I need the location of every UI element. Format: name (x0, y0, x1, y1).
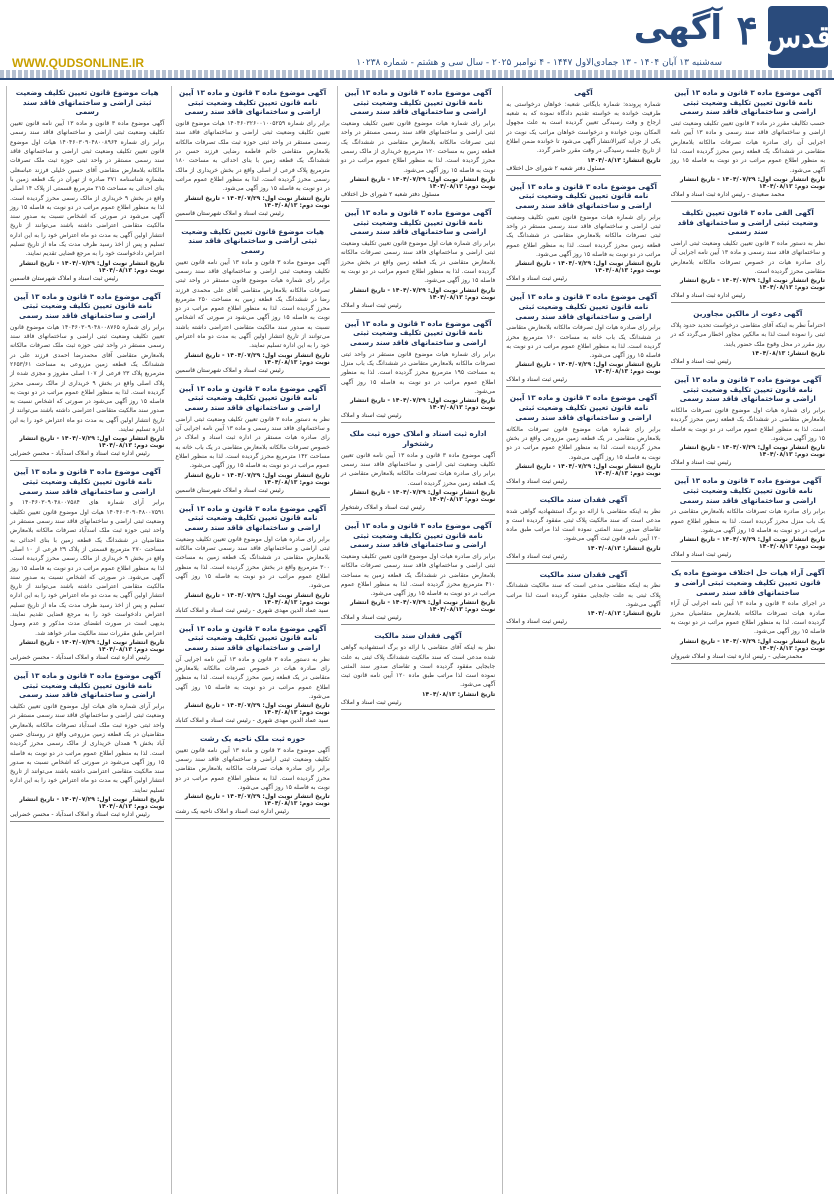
notice-divider (506, 488, 660, 489)
notice-signature: رئیس ثبت اسناد و املاک (506, 275, 567, 283)
notice-dates: تاریخ انتشار نوبت اول: ۱۴۰۴/۰۷/۲۹ - تاریخ انتشار نوبت دوم: ۱۴۰۴/۰۸/۱۳ (19, 435, 165, 450)
notice-title: آگهی موضوع ماده ۳ قانون و ماده ۱۳ آیین نامه قانون تعیین تکلیف وضعیت ثبتی اراضی و ساختمانهای فاقد سند رسمی (13, 291, 161, 321)
notice-dates: تاریخ انتشار: ۱۴۰۴/۰۸/۱۳ (751, 349, 826, 357)
notice-signature: رئیس ثبت اسناد و املاک (340, 412, 402, 420)
notice-title: آگهی (574, 88, 593, 97)
notice-dates: تاریخ انتشار نوبت اول: ۱۴۰۴/۰۷/۲۹ - تاریخ انتشار نوبت دوم: ۱۴۰۴/۰۸/۱۳ (350, 397, 496, 412)
notice-title: هیات موضوع قانون تعیین تکلیف وضعیت ثبتی اراضی و ساختمانهای فاقد سند رسمی (15, 88, 159, 117)
notice-dates: تاریخ انتشار نوبت اول: ۱۴۰۴/۰۷/۲۹ - تاریخ انتشار نوبت دوم: ۱۴۰۴/۰۸/۱۳ (19, 796, 165, 811)
notice-title: آگهی موضوع ماده ۳ قانون و ماده ۱۳ آیین نامه قانون تعیین تکلیف وضعیت ثبتی اراضی و ساختمانهای فاقد سند رسمی (179, 623, 327, 652)
notice-signature: محمد صعیدی - رئیس اداره ثبت اسناد و املاک (670, 190, 785, 198)
notice-divider (175, 727, 329, 728)
notice (341, 521, 495, 626)
notice-signature: رئیس ثبت اسناد و املاک (340, 614, 402, 622)
notice-signature: رئیس ثبت اسناد و املاک شهرستان قاسمین (10, 274, 119, 282)
notice-dates: تاریخ انتشار نوبت اول: ۱۴۰۴/۰۷/۲۹ - تاریخ انتشار نوبت دوم: ۱۴۰۴/۰۸/۱۳ (184, 471, 330, 486)
notice-body: برابر رای صادره هیات اول موضوع قانون تعیین تکلیف وضعیت ثبتی اراضی و ساختمانهای فاقد سند رسمی تصرفات مالکانه بلامعارض متقاضی در ششدانگ یک قطعه زمین به مساحت ۴۱۰ مترمربع محرز گردیده است. لذا به منظور اطلاع عموم مراتب در دو نوبت به فاصله ۱۵ روز آگهی می‌شود. (340, 553, 496, 598)
notice (175, 88, 329, 221)
notice-divider (341, 312, 495, 313)
notice-divider (175, 497, 329, 498)
notice-signature: رئیس ثبت اسناد و املاک شهرستان قاسمین (175, 366, 284, 374)
notice-body: برابر رای صادره هیات تصرفات مالکانه بلامعارض متقاضی در یک باب منزل محرز گردیده است. لذا به منظور اطلاع عموم مراتب در دو نوبت به فاصله ۱۵ روز آگهی می‌شود. (670, 508, 826, 534)
notice-divider (671, 469, 825, 470)
notice-body: برابر رای شماره هیات موضوع قانون مستقر در واحد ثبتی تصرفات مالکانه بلامعارض متقاضی در ششدانگ یک باب منزل به مساحت ۱۹۵ مترمربع محرز گردیده است. لذا به منظور اطلاع عموم مراتب در دو نوبت به فاصله ۱۵ روز آگهی می‌شود. (340, 350, 496, 395)
notice-body: در اجرای ماده ۳ قانون و ماده ۱۳ آیین نامه اجرایی آن آراء صادره هیات تصرفات مالکانه بلامعارض متقاضیان محرز گردیده است. لذا به منظور اطلاع عموم مراتب در دو نوبت به فاصله ۱۵ روز آگهی می‌شود. (670, 600, 826, 636)
notice (671, 208, 825, 303)
notice-title: آگهی موضوع ماده ۳ قانون و ماده ۱۳ آیین نامه قانون تعیین تکلیف وضعیت ثبتی اراضی و ساختمانهای فاقد سند رسمی (344, 318, 492, 348)
notice-divider (671, 561, 825, 562)
notice-title: آگهی موضوع ماده ۳ قانون و ماده ۱۳ آیین نامه قانون تعیین تکلیف وضعیت ثبتی اراضی و ساختمانهای فاقد سند رسمی (179, 383, 327, 413)
notice (10, 467, 164, 665)
notice-signature: محمدرضایی - رئیس اداره ثبت اسناد و املاک شیروان (670, 652, 803, 660)
notice-title: آگهی موضوع ماده ۳ قانون و ماده ۱۳ آیین نامه قانون تعیین تکلیف وضعیت ثبتی اراضی و ساختمانهای فاقد سند رسمی (509, 292, 657, 321)
notice-signature: رئیس اداره ثبت اسناد و املاک اسدآباد - محسن خضرایی (10, 653, 150, 661)
column-3 (337, 86, 498, 1194)
notice-dates: تاریخ انتشار نوبت اول: ۱۴۰۴/۰۷/۲۹ - تاریخ انتشار نوبت دوم: ۱۴۰۴/۰۸/۱۳ (184, 702, 330, 717)
notice (175, 504, 329, 618)
page-header (0, 0, 834, 80)
notice-divider (506, 628, 660, 629)
notice-signature: رئیس اداره ثبت اسناد و املاک اسدآباد - محسن خضرایی (10, 450, 150, 458)
notice-divider (506, 386, 660, 387)
column-5 (668, 86, 828, 1194)
notice-body: احتراماً نظر به اینکه آقای متقاضی درخواست تحدید حدود پلاک ثبتی را نموده است لذا به مالکین مجاور اخطار می‌گردد که در روز مقرر در محل وقوع ملک حضور یابند. (670, 322, 826, 348)
notice-signature: رئیس ثبت اسناد و املاک (670, 357, 732, 365)
notice-signature: رئیس ثبت اسناد و املاک شهرستان قاسمین (175, 486, 284, 494)
notice-title: آگهی دعوت از مالکین مجاورین (693, 309, 803, 319)
date-line: سه‌شنبه ۱۳ آبان ۱۴۰۴ - ۱۳ جمادی‌الاول ۱۴۴۷ - ۴ نوامبر ۲۰۲۵ - سال سی و هشتم - شماره ۱۰۲۳۸ (356, 58, 722, 68)
notice (10, 671, 164, 822)
notice-title: آگهی موضوع ماده ۳ قانون و ماده ۱۳ آیین نامه قانون تعیین تکلیف وضعیت ثبتی اراضی و ساختمانهای فاقد سند رسمی (674, 374, 822, 404)
notice-body: نظر به اینکه متقاضی مدعی است که سند مالکیت ششدانگ پلاک ثبتی به علت جابجایی مفقود گردیده است لذا مراتب آگهی می‌شود. (506, 582, 661, 609)
notice-body: نظر به دستور ماده ۳ قانون تعیین تکلیف وضعیت ثبتی اراضی و ساختمانهای فاقد سند رسمی و ماده ۱۳ آیین نامه اجرایی آن رای صادره هیات مستقر در اداره ثبت اسناد و املاک در خصوص تصرفات مالکانه بلامعارض متقاضی در یک باب خانه به مساحت ۱۴۲ مترمربع محرز گردیده است. لذا به منظور اطلاع عموم مراتب در دو نوبت به فاصله ۱۵ روز آگهی می‌شود. (175, 415, 330, 470)
notice-dates: تاریخ انتشار: ۱۴۰۴/۰۸/۱۳ (587, 544, 661, 552)
notice-dates: تاریخ انتشار نوبت اول: ۱۴۰۴/۰۷/۲۹ - تاریخ انتشار نوبت دوم: ۱۴۰۴/۰۸/۱۳ (184, 194, 330, 209)
notice-title: اداره ثبت اسناد و املاک حوزه ثبت ملک رشتخوار (349, 429, 487, 448)
page-number: ۴ (736, 9, 758, 53)
notice-title: آگهی موضوع ماده ۳ قانون و ماده ۱۳ آیین نامه قانون تعیین تکلیف وضعیت ثبتی اراضی و ساختمانهای فاقد سند رسمی (344, 207, 492, 237)
notice (175, 384, 329, 498)
notice-signature: سید عماد الدین مهدی شهری - رئیس ثبت اسناد و املاک کناباد (175, 606, 329, 614)
notice-title: آگهی موضوع ماده ۳ قانون و ماده ۱۳ آیین نامه قانون تعیین تکلیف وضعیت ثبتی اراضی و ساختمانهای فاقد سند رسمی (13, 467, 161, 496)
notice (341, 208, 495, 313)
notice-divider (10, 821, 164, 822)
notice (506, 393, 660, 488)
notice-divider (341, 422, 495, 423)
notice-divider (175, 377, 329, 378)
notice-body: برابر رای صادره هیات اول تصرفات مالکانه بلامعارض متقاضی در ششدانگ یک باب خانه به مساحت ۱۶۰ مترمربع محرز گردیده است. لذا به منظور اطلاع عموم مراتب در دو نوبت به فاصله ۱۵ روز آگهی می‌شود. (506, 324, 661, 360)
notice-divider (10, 460, 164, 461)
notice-body: برابر رای شماره هیات اول موضوع قانون تعیین تکلیف وضعیت ثبتی اراضی و ساختمانهای فاقد سند رسمی تصرفات مالکانه بلامعارض متقاضی در یک قطعه زمین واقع در بخش محرز گردیده است. لذا به منظور اطلاع عموم مراتب در دو نوبت به فاصله ۱۵ روز آگهی می‌شود. (340, 240, 496, 285)
notice-divider (341, 709, 495, 710)
notice (341, 631, 495, 709)
notice-divider (175, 617, 329, 618)
notice-body: برابر رای شماره هیات اول موضوع قانون تصرفات مالکانه بلامعارض متقاضی در ششدانگ یک قطعه زمین محرز گردیده است. لذا به منظور اطلاع عموم مراتب در دو نوبت به فاصله ۱۵ روز آگهی می‌شود. (670, 407, 826, 442)
notice-dates: تاریخ انتشار: ۱۴۰۴/۰۸/۱۳ (421, 690, 496, 698)
notice-dates: تاریخ انتشار نوبت اول: ۱۴۰۴/۰۷/۲۹ - تاریخ انتشار نوبت دوم: ۱۴۰۴/۰۸/۱۳ (679, 536, 826, 551)
notice-title: آگهی موضوع ماده ۳ قانون و ماده ۱۳ آیین نامه قانون تعیین تکلیف وضعیت ثبتی اراضی و ساختمانهای فاقد سند رسمی (674, 88, 822, 117)
notice-body: شماره پرونده: شماره بایگانی شعبه: خواهان درخواستی به طرفیت خوانده به خواسته تقدیم دادگاه نموده که به شعبه ارجاع و وقت رسیدگی تعیین گردیده است به علت مجهول المکان بودن خوانده و درخواست خواهان مراتب یک نوبت در یکی از جراید کثیرالانتشار آگهی می‌شود تا خوانده ضمن اطلاع از تاریخ جلسه رسیدگی در وقت مقرر حاضر گردد. (506, 100, 661, 155)
notice-title: حوزه ثبت ملک ناحیه یک رشت (199, 734, 306, 744)
notice-dates: تاریخ انتشار نوبت اول: ۱۴۰۴/۰۷/۲۹ - تاریخ انتشار نوبت دوم: ۱۴۰۴/۰۸/۱۳ (350, 599, 496, 614)
notice-body: برابر رای شماره هیات موضوع قانون تعیین تکلیف وضعیت ثبتی اراضی و ساختمانهای فاقد سند رسمی مستقر در واحد ثبتی تصرفات مالکانه بلامعارض متقاضی در ششدانگ یک قطعه زمین محرز گردیده است. لذا به منظور اطلاع عموم مراتب در دو نوبت به فاصله ۱۵ روز آگهی می‌شود. (506, 213, 661, 258)
notice-body: برابر آرای شماره های هیات اول موضوع قانون تعیین تکلیف وضعیت ثبتی اراضی و ساختمانهای فاقد سند رسمی مستقر در واحد ثبتی حوزه ثبت ملک اسدآباد تصرفات مالکانه بلامعارض متقاضیان در یک قطعه زمین مزروعی واقع در روستای حسن آباد بخش ۹ همدان خریداری از مالک رسمی محرز گردیده است. لذا به منظور اطلاع عموم مراتب در دو نوبت به فاصله ۱۵ روز آگهی می‌شود در صورتی که اشخاص نسبت به صدور سند مالکیت متقاضی اعتراضی داشته باشند می‌توانند از تاریخ انتشار اولین آگهی به مدت دو ماه اعتراض خود را به این اداره تسلیم نمایند. (10, 703, 165, 794)
notice-dates: تاریخ انتشار نوبت اول: ۱۴۰۴/۰۷/۲۹ - تاریخ انتشار نوبت دوم: ۱۴۰۴/۰۸/۱۳ (515, 462, 661, 477)
column-1 (6, 86, 167, 1194)
website-link[interactable]: WWW.QUDSONLINE.IR (12, 56, 144, 70)
notice-signature: رئیس اداره ثبت اسناد و املاک ناحیه یک رشت (175, 808, 289, 816)
notice-dates: تاریخ انتشار نوبت اول: ۱۴۰۴/۰۷/۲۹ - تاریخ انتشار نوبت دوم: ۱۴۰۴/۰۸/۱۳ (19, 638, 165, 653)
notice-title: آگهی موضوع ماده ۳ قانون و ماده ۱۳ آیین نامه قانون تعیین تکلیف وضعیت ثبتی اراضی و ساختمانهای فاقد سند رسمی (344, 88, 492, 117)
column-4 (502, 86, 663, 1194)
notice-body: نظر به اینکه متقاضی با ارائه دو برگ استشهادیه گواهی شده مدعی است که سند مالکیت پلاک ثبتی مفقود گردیده است و تقاضای صدور سند المثنی نموده است لذا مراتب طبق ماده ۱۲۰ آیین نامه قانون ثبت آگهی می‌شود. (506, 507, 661, 543)
notice-dates: تاریخ انتشار نوبت اول: ۱۴۰۴/۰۷/۲۹ - تاریخ انتشار نوبت دوم: ۱۴۰۴/۰۸/۱۳ (184, 591, 330, 606)
notice-divider (341, 624, 495, 625)
notice-title: آگهی موضوع ماده ۳ قانون و ماده ۱۳ آیین نامه قانون تعیین تکلیف وضعیت ثبتی اراضی و ساختمانهای فاقد سند رسمی (13, 670, 161, 700)
notice-dates: تاریخ انتشار نوبت اول: ۱۴۰۴/۰۷/۲۹ - تاریخ انتشار نوبت دوم: ۱۴۰۴/۰۸/۱۳ (350, 175, 496, 190)
notice-divider (506, 285, 660, 286)
notice-signature: رئیس ثبت اسناد و املاک (340, 698, 402, 706)
notice-signature: رئیس ثبت اسناد و املاک رشتخوار (340, 503, 425, 511)
notice-dates: تاریخ انتشار نوبت اول: ۱۴۰۴/۰۷/۲۹ - تاریخ انتشار نوبت دوم: ۱۴۰۴/۰۸/۱۳ (679, 175, 826, 190)
notice-dates: تاریخ انتشار نوبت اول: ۱۴۰۴/۰۷/۲۹ - تاریخ انتشار نوبت دوم: ۱۴۰۴/۰۸/۱۳ (515, 260, 661, 275)
notice (341, 429, 495, 515)
notice-dates: تاریخ انتشار نوبت اول: ۱۴۰۴/۰۷/۲۹ - تاریخ انتشار نوبت دوم: ۱۴۰۴/۰۸/۱۳ (679, 637, 826, 652)
notice (671, 476, 825, 562)
notice-dates: تاریخ انتشار: ۱۴۰۴/۰۸/۱۳ (587, 610, 661, 618)
notice-body: نظر به دستور ماده ۳ قانون و ماده ۱۳ آیین نامه اجرایی آن رای صادره هیات در خصوص تصرفات مالکانه بلامعارض متقاضی در یک قطعه زمین محرز گردیده است. لذا به منظور اطلاع عموم مراتب در دو نوبت به فاصله ۱۵ روز آگهی می‌شود. (175, 655, 330, 700)
notice-dates: تاریخ انتشار نوبت اول: ۱۴۰۴/۰۷/۲۹ - تاریخ انتشار نوبت دوم: ۱۴۰۴/۰۸/۱۳ (679, 277, 826, 292)
notice-title: آگهی فقدان سند مالکیت (539, 494, 628, 504)
notice-dates: تاریخ انتشار نوبت اول: ۱۴۰۴/۰۷/۲۹ - تاریخ انتشار نوبت دوم: ۱۴۰۴/۰۸/۱۳ (350, 286, 496, 301)
notice-title: آگهی موضوع ماده ۳ قانون و ماده ۱۳ آیین نامه قانون تعیین تکلیف وضعیت ثبتی اراضی و ساختمانهای فاقد سند رسمی (509, 393, 657, 422)
notice-signature: رئیس اداره ثبت اسناد و املاک (670, 292, 746, 300)
section-title: آگهی (633, 8, 722, 48)
notice-dates: تاریخ انتشار نوبت اول: ۱۴۰۴/۰۷/۲۹ - تاریخ انتشار نوبت دوم: ۱۴۰۴/۰۸/۱۳ (515, 361, 661, 376)
notice-title: آگهی موضوع ماده ۳ قانون و ماده ۱۳ آیین نامه قانون تعیین تکلیف وضعیت ثبتی اراضی و ساختمانهای فاقد سند رسمی (674, 476, 822, 505)
notice-title: آگهی الفی ماده ۳ قانون تعیین تکلیف وضعیت ثبتی اراضی و ساختمانهای فاقد سند رسمی (677, 207, 819, 237)
notice-signature: مسئول دفتر شعبه ۲ شورای حل اختلاف (506, 164, 605, 172)
notice (671, 88, 825, 202)
notice (506, 495, 660, 564)
notice (10, 292, 164, 462)
notice (175, 227, 329, 378)
notice-title: آگهی فقدان سند مالکیت (539, 569, 628, 579)
notice-dates: تاریخ انتشار نوبت اول: ۱۴۰۴/۰۷/۲۹ - تاریخ انتشار نوبت دوم: ۱۴۰۴/۰۸/۱۳ (350, 488, 496, 503)
notice-body: برابر رای شماره ۱۴۰۴۶۰۳۲۶۰۰۱۰۰۵۲۵۹ هیات موضوع قانون تعیین تکلیف وضعیت ثبتی اراضی و ساختمانهای فاقد سند رسمی مستقر در واحد ثبتی حوزه ثبت ملک تصرفات مالکانه بلامعارض متقاضی خانم فاطمه رضایی فرزند حسن در ششدانگ یک قطعه زمین با بنای احداثی به مساحت ۱۸۰ مترمربع پلاک فرعی از اصلی واقع در بخش خریداری از مالک رسمی محرز گردیده است. لذا به منظور اطلاع عموم مراتب در دو نوبت به فاصله ۱۵ روز آگهی می‌شود. (175, 120, 330, 193)
notice-body: نظر به دستور ماده ۳ قانون تعیین تکلیف وضعیت ثبتی اراضی و ساختمانهای فاقد سند رسمی و ماده ۱۳ آیین نامه اجرایی آن رای صادره هیات در خصوص تصرفات مالکانه بلامعارض متقاضی محرز گردیده است. (670, 240, 826, 275)
notice-divider (341, 201, 495, 202)
column-2 (171, 86, 332, 1194)
notice-body: آگهی موضوع ماده ۳ قانون و ماده ۱۳ آیین نامه قانون تعیین تکلیف وضعیت ثبتی اراضی و ساختمانهای فاقد سند رسمی برابر رای شماره ۱۴۰۴۶۰۳۰۹۰۴۸۰۰۸۹۶۴ هیات اول موضوع قانون تعیین تکلیف وضعیت ثبتی اراضی و ساختمانهای فاقد سند رسمی مستقر در واحد ثبتی حوزه ثبت ملک تصرفات مالکانه بلامعارض متقاضی آقای حسین خلیلی فرزند عباسعلی بشماره شناسنامه ۳۷۱ صادره از تهران در یک قطعه زمین با بنای احداثی به مساحت ۲۱۵ مترمربع قسمتی از پلاک ۱۴ اصلی واقع در بخش ۹ خریداری از مالک رسمی محرز گردیده است. لذا به منظور اطلاع عموم مراتب در دو نوبت به فاصله ۱۵ روز آگهی می‌شود در صورتی که اشخاص نسبت به صدور سند مالکیت متقاضی اعتراضی داشته باشند می‌توانند از تاریخ انتشار اولین آگهی به مدت دو ماه اعتراض خود را به این اداره تسلیم و پس از اخذ رسید ظرف مدت یک ماه از تاریخ تسلیم اعتراض دادخواست خود را به مرجع قضایی تقدیم نمایند. (10, 120, 165, 258)
notice (506, 182, 660, 287)
notice-body: برابر رای صادره هیات اول موضوع قانون تعیین تکلیف وضعیت ثبتی اراضی و ساختمانهای فاقد سند رسمی تصرفات مالکانه بلامعارض متقاضی در ششدانگ یک قطعه زمین به مساحت ۳۰۰ مترمربع واقع در بخش محرز گردیده است. لذا به منظور اطلاع عموم مراتب در دو نوبت به فاصله ۱۵ روز آگهی می‌شود. (175, 535, 330, 590)
notice-divider (506, 175, 660, 176)
notice-divider (10, 285, 164, 286)
notice-title: آگهی آراء هیات حل اختلاف موضوع ماده یک قانون تعیین تکلیف وضعیت ثبتی اراضی و ساختمانهای فاقد سند رسمی (671, 568, 825, 597)
notice (341, 88, 495, 202)
notice-signature: رئیس ثبت اسناد و املاک (506, 477, 567, 485)
header-stripe (0, 70, 834, 78)
notice-title: آگهی موضوع ماده ۳ قانون و ماده ۱۳ آیین نامه قانون تعیین تکلیف وضعیت ثبتی اراضی و ساختمانهای فاقد سند رسمی (344, 520, 492, 550)
notice-title: آگهی موضوع ماده ۳ قانون و ماده ۱۳ آیین نامه قانون تعیین تکلیف وضعیت ثبتی اراضی و ساختمانهای فاقد سند رسمی (509, 181, 657, 210)
notice-divider (175, 220, 329, 221)
notice-body: آگهی موضوع ماده ۳ قانون و ماده ۱۳ آیین نامه قانون تعیین تکلیف وضعیت ثبتی اراضی و ساختمانهای فاقد سند رسمی برابر رای صادره هیات تصرفات مالکانه بلامعارض متقاضی در یک قطعه زمین محرز گردیده است. (340, 451, 496, 487)
notice (175, 624, 329, 729)
notice (506, 292, 660, 387)
notice-body: حسب تکالیف مقرر در ماده ۳ قانون تعیین تکلیف وضعیت ثبتی اراضی و ساختمانهای فاقد سند رسمی و ماده ۱۳ آیین نامه اجرایی آن رای صادره هیات تصرفات مالکانه بلامعارض متقاضی در ششدانگ یک قطعه زمین محرز گردیده است. لذا به منظور اطلاع عموم مراتب در دو نوبت به فاصله ۱۵ روز آگهی می‌شود. (670, 120, 826, 174)
notice (671, 568, 825, 663)
notice-body: نظر به اینکه آقای متقاضی با ارائه دو برگ استشهادیه گواهی شده مدعی است که سند مالکیت ششدانگ پلاک ثبتی به علت جابجایی مفقود گردیده است و تقاضای صدور سند المثنی نموده است لذا مراتب طبق ماده ۱۲۰ آیین نامه قانون ثبت آگهی می‌شود. (340, 644, 496, 689)
notice-body: آگهی موضوع ماده ۳ قانون و ماده ۱۳ آیین نامه قانون تعیین تکلیف وضعیت ثبتی اراضی و ساختمانهای فاقد سند رسمی برابر رای شماره هیات موضوع قانون مستقر در واحد ثبتی تصرفات مالکانه بلامعارض متقاضی آقای علی محمدی فرزند رضا در ششدانگ یک قطعه زمین به مساحت ۲۵۰ مترمربع محرز گردیده است. لذا به منظور اطلاع عموم مراتب در دو نوبت به فاصله ۱۵ روز آگهی می‌شود در صورتی که اشخاص نسبت به صدور سند مالکیت متقاضی اعتراضی داشته باشند می‌توانند از تاریخ انتشار اولین آگهی به مدت دو ماه اعتراض خود را به این اداره تسلیم نمایند. (175, 258, 330, 350)
notice-body: برابر آرای شماره های ۱۴۰۴۶۰۳۰۹۰۴۸۰۰۷۵۸۴ و ۱۴۰۴۶۰۳۰۹۰۴۸۰۰۷۵۹۱ هیات اول موضوع قانون تعیین تکلیف وضعیت ثبتی اراضی و ساختمانهای فاقد سند رسمی مستقر در واحد ثبتی حوزه ثبت ملک اسدآباد تصرفات مالکانه بلامعارض متقاضیان در ششدانگ یک قطعه زمین با بنای احداثی به مساحت ۲۷۰ مترمربع قسمتی از پلاک ۲۹ فرعی از ۱۰ اصلی واقع در بخش ۹ خریداری از مالک رسمی محرز گردیده است. لذا به منظور اطلاع عموم مراتب در دو نوبت به فاصله ۱۵ روز آگهی می‌شود. در صورتی که اشخاص نسبت به صدور سند مالکیت متقاضی اعتراضی داشته باشند می‌توانند از تاریخ انتشار اولین آگهی به مدت دو ماه اعتراض خود را به این اداره تسلیم و پس از اخذ رسید ظرف مدت یک ماه از تاریخ تسلیم اعتراض دادخواست خود را به مرجع قضایی تقدیم نمایند. بدیهی است در صورت انقضای مدت مذکور و عدم وصول اعتراض طبق مقررات سند مالکیت صادر خواهد شد. (10, 499, 165, 637)
notice-columns (6, 86, 828, 1194)
notice-signature: رئیس ثبت اسناد و املاک (670, 551, 732, 559)
notice-divider (175, 818, 329, 819)
notice (175, 734, 329, 819)
notice (10, 88, 164, 286)
notice (506, 570, 660, 630)
newspaper-logo: قدس (768, 6, 828, 68)
notice-dates: تاریخ انتشار: ۱۴۰۴/۰۸/۱۳ (587, 156, 661, 164)
notice-signature: رئیس ثبت اسناد و املاک (506, 618, 567, 626)
notice-signature: رئیس ثبت اسناد و املاک (506, 376, 567, 384)
notice-signature: سید عماد الدین مهدی شهری - رئیس ثبت اسناد و املاک کناباد (175, 717, 329, 725)
notice-dates: تاریخ انتشار نوبت اول: ۱۴۰۴/۰۷/۲۹ - تاریخ انتشار نوبت دوم: ۱۴۰۴/۰۸/۱۳ (184, 793, 330, 808)
notice-divider (671, 663, 825, 664)
notice-body: برابر رای شماره هیات موضوع قانون تصرفات مالکانه بلامعارض متقاضی در یک قطعه زمین مزروعی واقع در بخش محرز گردیده است. لذا به منظور اطلاع عموم مراتب در دو نوبت به فاصله ۱۵ روز آگهی می‌شود. (506, 425, 661, 461)
notice-dates: تاریخ انتشار نوبت اول: ۱۴۰۴/۰۷/۲۹ - تاریخ انتشار نوبت دوم: ۱۴۰۴/۰۸/۱۳ (184, 351, 330, 366)
notice-divider (341, 514, 495, 515)
notice-body: برابر رای شماره ۱۴۰۴۶۰۳۰۹۰۴۸۰۰۸۷۶۵ هیات موضوع قانون تعیین تکلیف وضعیت ثبتی اراضی و ساختمانهای فاقد سند رسمی مستقر در واحد ثبتی حوزه ثبت ملک تصرفات مالکانه بلامعارض متقاضی آقای محمدرضا احمدی فرزند علی در ششدانگ یک قطعه زمین مزروعی به مساحت ۲۶۵۳/۶۱ مترمربع پلاک ۲۳ فرعی از ۱۰۷ اصلی مفروز و مجزی شده از پلاک اصلی واقع در بخش ۹ خریداری از مالک رسمی محرز گردیده است. لذا به منظور اطلاع عموم مراتب در دو نوبت به فاصله ۱۵ روز آگهی می‌شود در صورتی که اشخاص نسبت به صدور سند مالکیت متقاضی اعتراضی داشته باشند می‌توانند از تاریخ انتشار اولین آگهی به مدت دو ماه اعتراض خود را به این اداره تسلیم نمایند. (10, 323, 165, 434)
notice-title: هیات موضوع قانون تعیین تکلیف وضعیت ثبتی اراضی و ساختمانهای فاقد سند رسمی (181, 226, 325, 255)
notice-divider (506, 563, 660, 564)
notice-signature: رئیس ثبت اسناد و املاک (340, 301, 402, 309)
notice-signature: رئیس اداره ثبت اسناد و املاک اسدآباد - محسن خضرایی (10, 811, 150, 819)
notice-divider (671, 201, 825, 202)
notice-title: آگهی فقدان سند مالکیت (374, 631, 462, 641)
notice-signature: رئیس ثبت اسناد و املاک (506, 552, 567, 560)
notice-body: برابر رای شماره هیات موضوع قانون تعیین تکلیف وضعیت ثبتی اراضی و ساختمانهای فاقد سند رسمی مستقر در واحد ثبتی تصرفات مالکانه بلامعارض متقاضی در ششدانگ یک قطعه زمین به مساحت ۱۲۰ مترمربع خریداری از مالک رسمی محرز گردیده است. لذا به منظور اطلاع عموم مراتب در دو نوبت به فاصله ۱۵ روز آگهی می‌شود. (340, 120, 496, 174)
notice (506, 88, 660, 176)
notice-body: آگهی موضوع ماده ۳ قانون و ماده ۱۳ آیین نامه قانون تعیین تکلیف وضعیت ثبتی اراضی و ساختمانهای فاقد سند رسمی برابر رای صادره هیات تصرفات مالکانه بلامعارض متقاضی محرز گردیده است. لذا به منظور اطلاع عموم مراتب در دو نوبت به فاصله ۱۵ روز آگهی می‌شود. (175, 746, 330, 792)
notice-divider (671, 368, 825, 369)
notice-divider (671, 302, 825, 303)
notice-dates: تاریخ انتشار نوبت اول: ۱۴۰۴/۰۷/۲۹ - تاریخ انتشار نوبت دوم: ۱۴۰۴/۰۸/۱۳ (19, 259, 165, 274)
notice-signature: رئیس ثبت اسناد و املاک شهرستان قاسمین (175, 209, 284, 217)
notice (671, 375, 825, 470)
notice-title: آگهی موضوع ماده ۳ قانون و ماده ۱۳ آیین نامه قانون تعیین تکلیف وضعیت ثبتی اراضی و ساختمانهای فاقد سند رسمی (179, 503, 327, 533)
notice (671, 309, 825, 369)
notice-signature: رئیس ثبت اسناد و املاک (670, 459, 732, 467)
notice (341, 319, 495, 424)
notice-dates: تاریخ انتشار نوبت اول: ۱۴۰۴/۰۷/۲۹ - تاریخ انتشار نوبت دوم: ۱۴۰۴/۰۸/۱۳ (679, 444, 826, 459)
notice-signature: مسئول دفتر شعبه ۲ شورای حل اختلاف (340, 190, 440, 198)
notice-divider (10, 664, 164, 665)
notice-title: آگهی موضوع ماده ۳ قانون و ماده ۱۳ آیین نامه قانون تعیین تکلیف وضعیت ثبتی اراضی و ساختمانهای فاقد سند رسمی (179, 88, 327, 117)
